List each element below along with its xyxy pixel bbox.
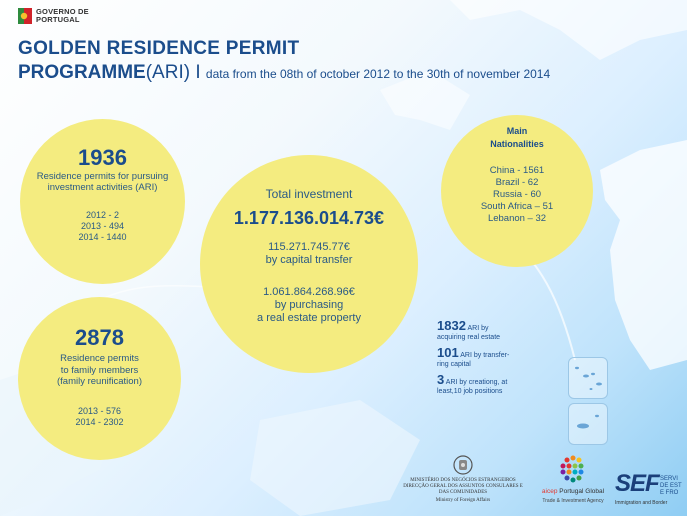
footer-logos [0, 454, 687, 516]
investment-permits-description: Residence permits for pursuing investment activities (ARI) [36, 171, 169, 193]
government-logo [18, 8, 89, 24]
breakdown-item [437, 372, 557, 396]
ministry-caption: Ministry of Foreign Affairs [435, 498, 491, 503]
azores-islands-icon [569, 358, 607, 398]
sef-side-text: SERVI DE EST E FRO [660, 476, 682, 496]
breakdown-text: ARI by [467, 325, 489, 332]
year-row: 2014 - 2302 [75, 417, 124, 427]
page-title: GOLDEN RESIDENCE PERMIT [18, 38, 300, 59]
total-investment-label: Total investment [265, 187, 353, 201]
coat-of-arms-icon [452, 454, 474, 476]
year-row: 2013 - 494 [80, 221, 125, 231]
logo-text-line2: PORTUGAL [36, 15, 80, 24]
sef-logo [615, 470, 687, 506]
ministry-name-line: MINISTÉRIO DOS NEGÓCIOS ESTRANGEIROS [410, 478, 516, 483]
breakdown-text: ARI by creationg, at [445, 379, 508, 386]
real-estate-text: by purchasing [274, 299, 344, 311]
logo-text-line1: GOVERNO DE [36, 7, 89, 16]
title-programme: PROGRAMME [18, 62, 146, 83]
family-permits-years [18, 406, 181, 428]
ministry-name-line: DIRECÇÃO GERAL DOS ASSUNTOS CONSULARES E [403, 484, 523, 489]
capital-transfer-block [200, 241, 418, 267]
title-separator: I [190, 62, 206, 83]
aicep-dots-icon [553, 454, 593, 488]
breakdown-number: 101 [437, 345, 459, 360]
title-date-range: data from the 08th of october 2012 to the 30th of november 2014 [205, 67, 551, 81]
investment-permits-years [20, 210, 185, 243]
real-estate-amount: 1.061.864.268.96€ [263, 286, 355, 298]
nationalities-heading: Main Nationalities [490, 126, 544, 149]
ministry-logo [393, 454, 533, 504]
nationality-item: Russia - 60 [492, 189, 542, 200]
breakdown-item [437, 318, 557, 342]
nationality-item: South Africa – 51 [480, 201, 554, 212]
breakdown-number: 1832 [437, 318, 466, 333]
breakdown-text: acquiring real estate [437, 333, 501, 341]
family-permits-circle [18, 297, 181, 460]
capital-transfer-text: by capital transfer [265, 254, 353, 266]
investment-permits-circle [20, 119, 185, 284]
breakdown-number: 3 [437, 372, 445, 387]
family-permits-total: 2878 [75, 325, 124, 350]
nationality-item: China - 1561 [489, 165, 545, 176]
breakdown-text: ARI by transfer- [460, 352, 510, 359]
real-estate-block [200, 286, 418, 325]
title-ari: (ARI) [145, 62, 191, 83]
breakdown-item [437, 345, 557, 369]
capital-transfer-amount: 115.271.745.77€ [268, 241, 350, 253]
page-subtitle [18, 62, 550, 84]
nationalities-list [441, 165, 593, 225]
portugal-crest-icon [18, 8, 32, 24]
family-permits-description: Residence permits to family members (family reunification) [57, 353, 142, 387]
breakdown-text: least,10 job positions [437, 387, 503, 395]
year-row: 2012 - 2 [85, 210, 120, 220]
nationality-item: Brazil - 62 [495, 177, 539, 188]
investment-permits-total: 1936 [78, 145, 127, 170]
sef-mark: SEF [615, 470, 659, 497]
total-investment-circle [200, 155, 418, 373]
nationality-item: Lebanon – 32 [487, 213, 547, 224]
aicep-caption: Trade & Investment Agency [542, 498, 604, 504]
islands-inset-maps [568, 357, 606, 445]
year-row: 2014 - 1440 [78, 232, 127, 242]
aicep-logo [538, 454, 608, 504]
total-investment-amount: 1.177.136.014.73€ [233, 208, 385, 228]
breakdown-text: ring capital [437, 360, 471, 368]
ari-breakdown-list [437, 318, 557, 403]
aicep-name: aicep Portugal Global [541, 488, 605, 495]
madeira-islands-icon [569, 404, 607, 444]
nationalities-circle [441, 115, 593, 267]
azores-map-inset [568, 357, 608, 399]
real-estate-text: a real estate property [257, 312, 361, 324]
madeira-map-inset [568, 403, 608, 445]
ministry-name-line: DAS COMUNIDADES [438, 490, 488, 495]
sef-caption: Immigration and Border [615, 500, 668, 506]
year-row: 2013 - 576 [77, 406, 122, 416]
